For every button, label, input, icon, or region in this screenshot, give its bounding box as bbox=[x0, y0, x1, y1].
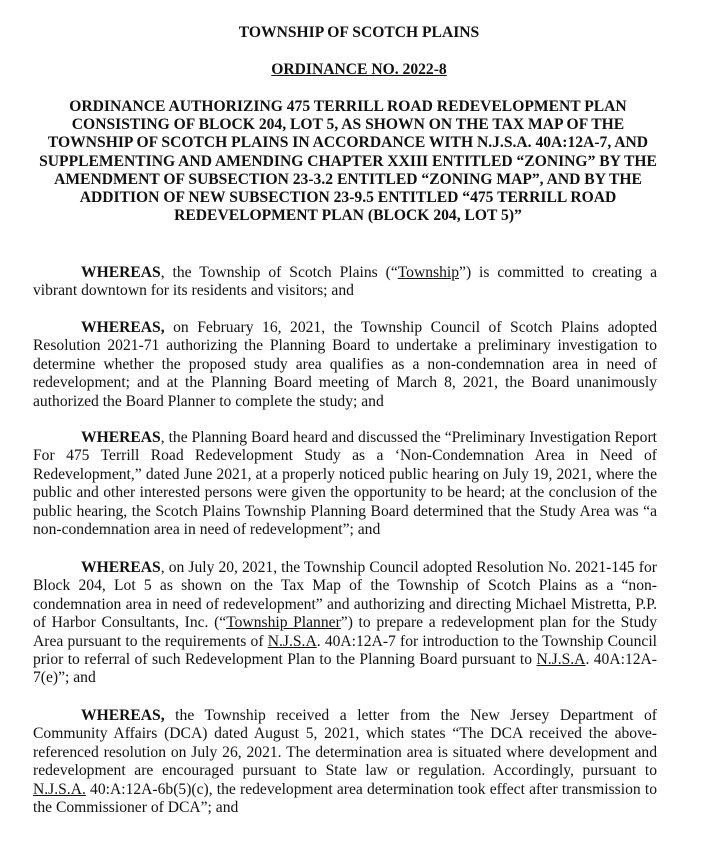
paragraph-text: , the Township of Scotch Plains (“ bbox=[160, 264, 398, 281]
whereas-lead: WHEREAS, bbox=[81, 707, 165, 724]
paragraph-text: ”) is committed to creating a vibrant downtown for its residents and visitors; and bbox=[33, 264, 658, 300]
defined-term: Township bbox=[397, 264, 460, 281]
whereas-lead: WHEREAS bbox=[81, 264, 161, 281]
paragraph-text: , on July 20, 2021, the Township Council adopted Resolution No. 2021-145 for Block 204, Lot 5 as shown on the Tax Map of the Township of Scotch Plains as a “non-condemnation area in need of redevelopment” and authorizing and directing Michael Mistretta, P.P. of Harbor Consultants, Inc. (“ bbox=[33, 559, 657, 632]
whereas-lead: WHEREAS bbox=[81, 559, 161, 576]
paragraph-text: 40:A:12A-6b(5)(c), the redevelopment area determination took effect after transmission to the Commissioner of DCA”; and bbox=[33, 780, 657, 817]
defined-term: N.J.S.A. bbox=[33, 780, 86, 798]
whereas-paragraph bbox=[33, 264, 657, 301]
whereas-lead: WHEREAS, bbox=[81, 319, 165, 336]
ordinance-title: ORDINANCE AUTHORIZING 475 TERRILL ROAD REDEVELOPMENT PLAN CONSISTING OF BLOCK 204, LOT 5, AS SHOWN ON THE TAX MAP OF THE TOWNSHIP OF SCOTCH PLAINS IN ACCORDANCE WITH N.J.S.A. 40A:12A-7, AND SUPPLEMENTING AND AMENDING CHAPTER XXIII ENTITLED “ZONING” BY THE AMENDMENT OF SUBSECTION 23-3.2 ENTITLED “ZONING MAP”, AND BY THE ADDITION OF NEW SUBSECTION 23-9.5 ENTITLED “475 TERRILL ROAD REDEVELOPMENT PLAN (BLOCK 204, LOT 5)” bbox=[39, 98, 657, 225]
whereas-paragraph bbox=[33, 429, 657, 539]
municipality-heading: TOWNSHIP OF SCOTCH PLAINS bbox=[238, 24, 480, 41]
paragraph-text: . 40A:12A-7(e)”; and bbox=[33, 651, 657, 687]
whereas-paragraph bbox=[33, 319, 657, 411]
defined-term: N.J.S.A bbox=[536, 651, 586, 669]
paragraph-text: , the Planning Board heard and discussed the “Preliminary Investigation Report For 475 Terrill Road Redevelopment Study as a ‘Non-Condemnation Area in Need of Redevelopment,” dated June 2021, at a properly noticed public hearing on July 19, 2021, where the public and other interested persons were given the opportunity to be heard; at the conclusion of the public hearing, the Scotch Plains Township Planning Board determined that the Study Area was “a non-condemnation area in need of redevelopment”; and bbox=[33, 429, 657, 539]
whereas-paragraph bbox=[33, 707, 657, 817]
defined-term: Township Planner bbox=[226, 614, 341, 632]
paragraph-text: ”) to prepare a redevelopment plan for the Study Area pursuant to the requirements of bbox=[33, 614, 657, 650]
whereas-paragraph bbox=[33, 559, 657, 688]
paragraph-text: . 40A:12A-7 for introduction to the Township Council prior to referral of such Redevelopment Plan to the Planning Board pursuant to bbox=[33, 632, 657, 669]
ordinance-number: ORDINANCE NO. 2022-8 bbox=[271, 61, 447, 78]
defined-term: N.J.S.A bbox=[267, 632, 317, 650]
paragraph-text: on February 16, 2021, the Township Council of Scotch Plains adopted Resolution 2021-71 authorizing the Planning Board to undertake a preliminary investigation to determine whether the proposed study area qualifies as a non-condemnation area in need of redevelopment; and at the Planning Board meeting of March 8, 2021, the Board unanimously authorized the Board Planner to complete the study; and bbox=[33, 319, 657, 410]
paragraph-text: the Township received a letter from the New Jersey Department of Community Affairs (DCA) dated August 5, 2021, which states “The DCA received the above-referenced resolution on July 26, 2021. The determination area is situated where development and redevelopment are encouraged pursuant to State law or regulation. Accordingly, pursuant to bbox=[33, 707, 657, 780]
whereas-lead: WHEREAS bbox=[81, 429, 161, 446]
